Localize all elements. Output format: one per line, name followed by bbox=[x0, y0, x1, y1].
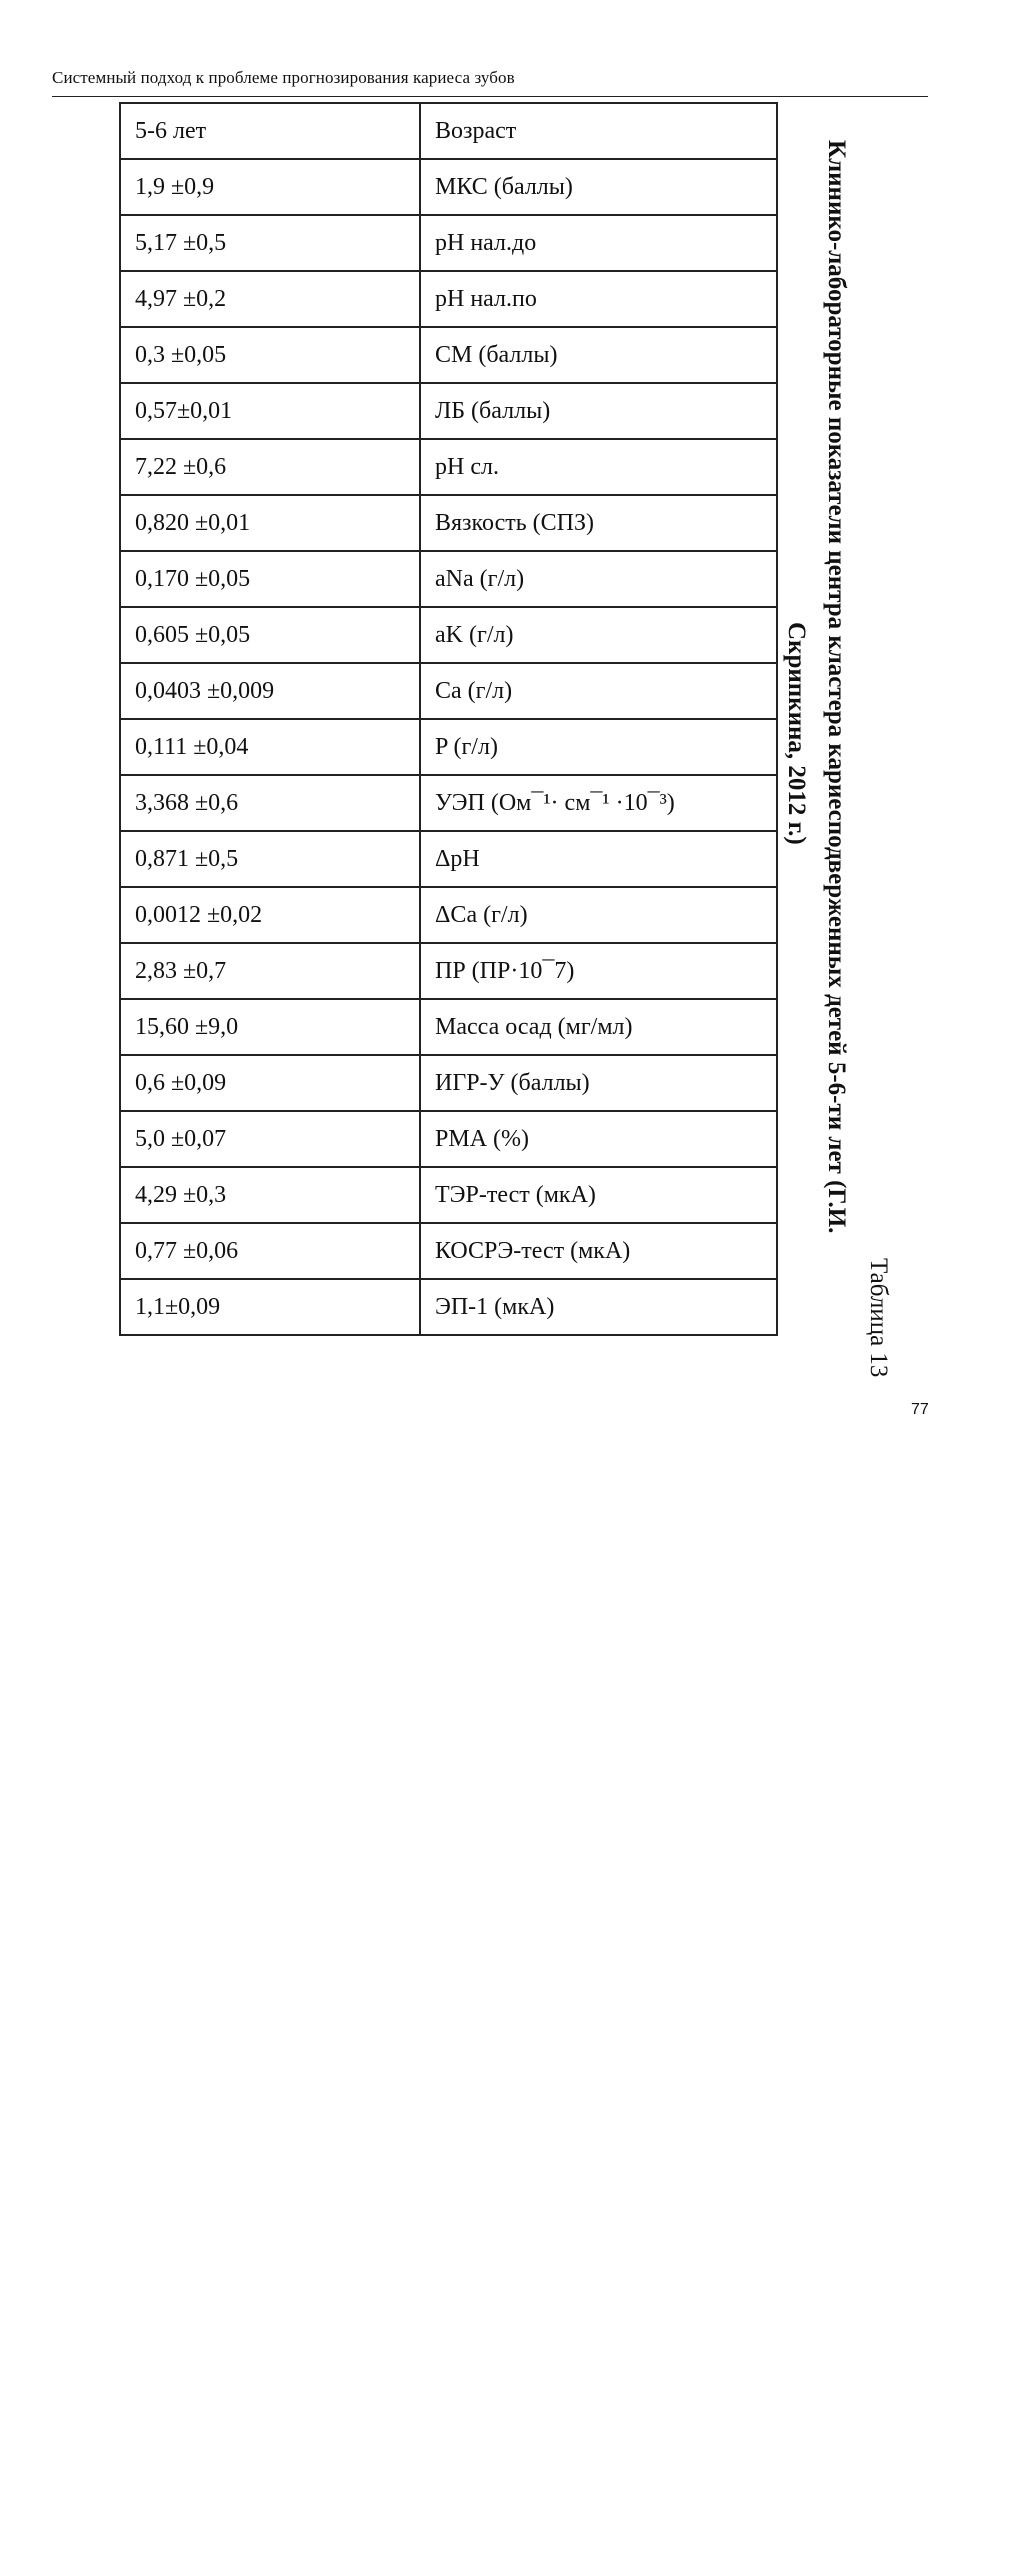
table-row bbox=[120, 327, 777, 383]
value-cell: 15,60 ±9,0 bbox=[120, 999, 420, 1055]
table-row bbox=[120, 215, 777, 271]
value-cell: 0,0012 ±0,02 bbox=[120, 887, 420, 943]
table-caption-title-continued: Скрипкина, 2012 г.) bbox=[783, 622, 810, 845]
page-number: 77 bbox=[911, 1401, 929, 1418]
value-cell: 0,871 ±0,5 bbox=[120, 831, 420, 887]
table-row bbox=[120, 943, 777, 999]
value-cell: 0,820 ±0,01 bbox=[120, 495, 420, 551]
table-caption-title: Клинико-лабораторные показатели центра кластера кариесподверженных детей 5-6-ти лет (Г.И. bbox=[823, 140, 850, 1234]
table-body bbox=[120, 103, 777, 1335]
value-cell: 5,0 ±0,07 bbox=[120, 1111, 420, 1167]
indicator-label-cell: СМ (баллы) bbox=[420, 327, 777, 383]
value-cell: 2,83 ±0,7 bbox=[120, 943, 420, 999]
value-cell: 5,17 ±0,5 bbox=[120, 215, 420, 271]
table-row bbox=[120, 1279, 777, 1335]
table-row bbox=[120, 551, 777, 607]
running-header: Системный подход к проблеме прогнозирования кариеса зубов bbox=[52, 68, 515, 87]
table-row bbox=[120, 887, 777, 943]
table-row bbox=[120, 775, 777, 831]
indicator-label-cell: aNa (г/л) bbox=[420, 551, 777, 607]
indicator-label-cell: ТЭР-тест (мкА) bbox=[420, 1167, 777, 1223]
table-row bbox=[120, 439, 777, 495]
table-row bbox=[120, 495, 777, 551]
indicator-label-cell: ПР (ПР·10¯7) bbox=[420, 943, 777, 999]
table-row bbox=[120, 1111, 777, 1167]
indicator-label-cell: Ca (г/л) bbox=[420, 663, 777, 719]
value-cell: 5-6 лет bbox=[120, 103, 420, 159]
table-row bbox=[120, 1055, 777, 1111]
indicator-label-cell: P (г/л) bbox=[420, 719, 777, 775]
indicator-label-cell: МКС (баллы) bbox=[420, 159, 777, 215]
value-cell: 0,3 ±0,05 bbox=[120, 327, 420, 383]
value-cell: 0,111 ±0,04 bbox=[120, 719, 420, 775]
header-divider bbox=[52, 96, 928, 97]
indicator-label-cell: pH нал.по bbox=[420, 271, 777, 327]
indicator-label-cell: УЭП (Ом¯¹· см¯¹ ·10¯³) bbox=[420, 775, 777, 831]
indicator-label-cell: aK (г/л) bbox=[420, 607, 777, 663]
value-cell: 0,77 ±0,06 bbox=[120, 1223, 420, 1279]
table-row bbox=[120, 607, 777, 663]
indicator-label-cell: pH нал.до bbox=[420, 215, 777, 271]
table-row bbox=[120, 271, 777, 327]
value-cell: 4,97 ±0,2 bbox=[120, 271, 420, 327]
value-cell: 0,170 ±0,05 bbox=[120, 551, 420, 607]
value-cell: 0,0403 ±0,009 bbox=[120, 663, 420, 719]
indicator-label-cell: ЭП-1 (мкА) bbox=[420, 1279, 777, 1335]
value-cell: 1,1±0,09 bbox=[120, 1279, 420, 1335]
indicator-label-cell: ИГР-У (баллы) bbox=[420, 1055, 777, 1111]
value-cell: 0,605 ±0,05 bbox=[120, 607, 420, 663]
indicator-label-cell: Вязкость (СПЗ) bbox=[420, 495, 777, 551]
table-row bbox=[120, 999, 777, 1055]
table-row bbox=[120, 1167, 777, 1223]
value-cell: 7,22 ±0,6 bbox=[120, 439, 420, 495]
indicator-label-cell: КОСРЭ-тест (мкА) bbox=[420, 1223, 777, 1279]
table-row bbox=[120, 719, 777, 775]
indicator-label-cell: РМА (%) bbox=[420, 1111, 777, 1167]
indicator-label-cell: ΔCa (г/л) bbox=[420, 887, 777, 943]
table-number-label: Таблица 13 bbox=[865, 1258, 892, 1378]
value-cell: 0,57±0,01 bbox=[120, 383, 420, 439]
value-cell: 4,29 ±0,3 bbox=[120, 1167, 420, 1223]
data-table bbox=[119, 102, 778, 1336]
indicator-label-cell: ЛБ (баллы) bbox=[420, 383, 777, 439]
indicator-label-cell: pH сл. bbox=[420, 439, 777, 495]
indicator-label-cell: Масса осад (мг/мл) bbox=[420, 999, 777, 1055]
indicator-label-cell: Возраст bbox=[420, 103, 777, 159]
table-row bbox=[120, 831, 777, 887]
value-cell: 1,9 ±0,9 bbox=[120, 159, 420, 215]
table-row bbox=[120, 1223, 777, 1279]
indicator-label-cell: ΔpH bbox=[420, 831, 777, 887]
table-row bbox=[120, 383, 777, 439]
value-cell: 0,6 ±0,09 bbox=[120, 1055, 420, 1111]
value-cell: 3,368 ±0,6 bbox=[120, 775, 420, 831]
table-row bbox=[120, 159, 777, 215]
table-row bbox=[120, 103, 777, 159]
table-row bbox=[120, 663, 777, 719]
